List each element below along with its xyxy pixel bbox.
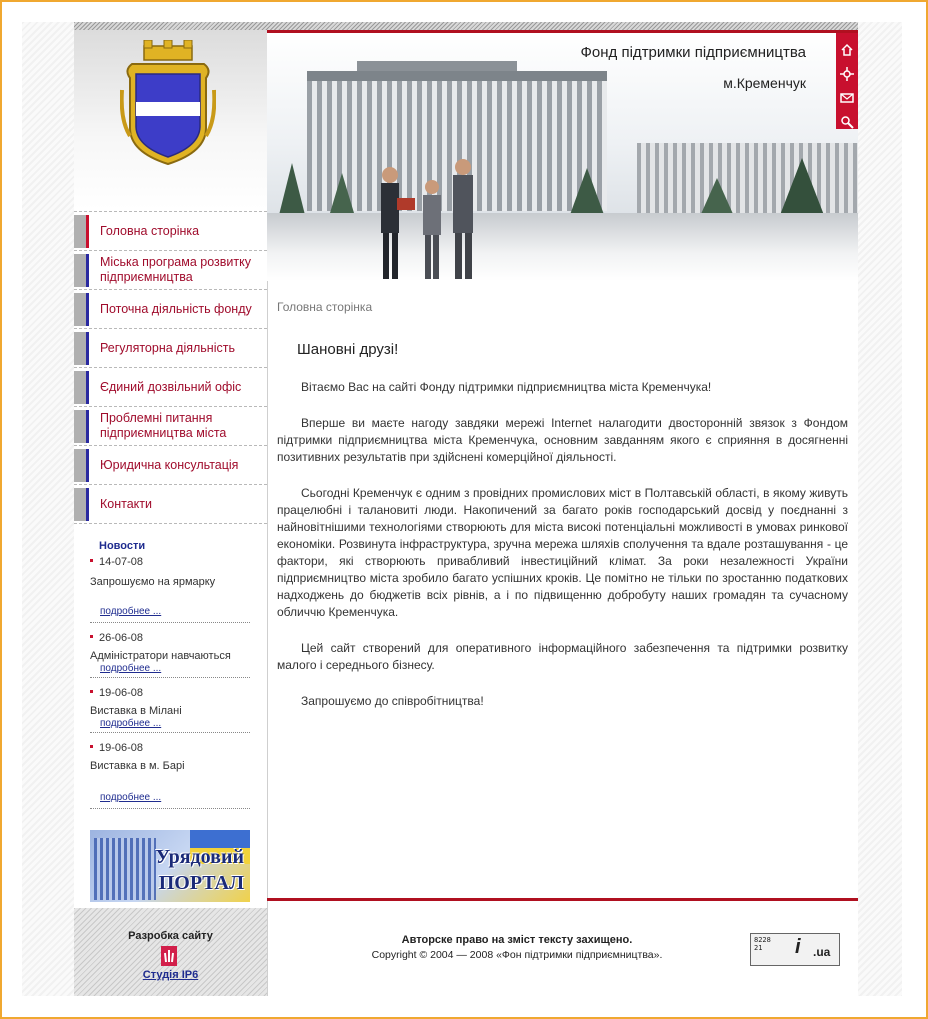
nav-item-contacts[interactable] — [74, 484, 267, 523]
main-navigation — [74, 211, 267, 525]
news-text: Запрошуємо на ярмарку — [90, 576, 216, 588]
nav-marker-bar — [86, 293, 89, 326]
developer-link[interactable]: Студія IP6 — [142, 969, 199, 981]
nav-item-label: Міська програма розвитку підприємництва — [100, 255, 251, 284]
nav-marker — [74, 332, 86, 365]
government-portal-banner[interactable] — [90, 830, 250, 902]
nav-item-permit-office[interactable] — [74, 367, 267, 406]
nav-divider — [74, 523, 267, 525]
portal-title-line2: ПОРТАЛ — [158, 872, 244, 894]
news-divider — [90, 808, 250, 809]
counter-line2: 21 — [754, 944, 763, 952]
site-city: м.Кременчук — [723, 75, 806, 91]
city-coat-of-arms-logo[interactable] — [120, 40, 216, 165]
nav-item-label: Проблемні питання підприємництва міста — [100, 411, 227, 440]
content-paragraph: Вітаємо Вас на сайті Фонду підтримки підприємництва міста Кременчука! — [301, 380, 712, 394]
counter-numbers — [754, 936, 771, 952]
news-date-text: 26-06-08 — [99, 632, 144, 644]
nav-item-problems[interactable] — [74, 406, 267, 445]
nav-item-label: Поточна діяльність фонду — [100, 301, 252, 316]
news-date — [90, 742, 143, 754]
nav-marker — [74, 449, 86, 482]
content-paragraph: Сьогодні Кременчук є одним з провідних промислових міст в Полтавській області, в якому живуть працелюбні і талановиті люди. Накопичений за багато років господарський досвід у поєднанні з найновітнішими технологіями створюють для міста високі потенціальні можливості в умовах ринкової економіки. Розвинута інфраструктура, зручна мережа шляхів сполучення та вдале розташування - це фактори, які створюють привабливий інвестиційний клімат. За роки незалежності України підприємництво міста зробило багато успішних кроків. Це помітно не тільки по зростанню податкових надходжень до бюджетів всіх рівнів, а і по підвищенню добробуту наших громадян та сучасному обличчю Кременчука. — [277, 486, 848, 619]
nav-item-label: Головна сторінка — [100, 223, 200, 238]
nav-item-current-activity[interactable] — [74, 289, 267, 328]
nav-marker-bar — [86, 332, 89, 365]
sitemap-icon[interactable] — [840, 67, 854, 81]
news-text: Виставка в Мілані — [90, 705, 182, 717]
nav-item-city-program[interactable] — [74, 250, 267, 289]
news-date-text: 14-07-08 — [99, 556, 144, 568]
page — [74, 22, 858, 996]
copyright-text: Copyright © 2004 — 2008 «Фон підтримки підприємництва». — [371, 949, 663, 961]
nav-item-label: Юридична консультація — [100, 457, 239, 472]
copyright-notice: Авторске право на зміст тексту захищено. — [401, 934, 633, 946]
nav-marker-bar — [86, 371, 89, 404]
news-text: Адміністратори навчаються — [90, 650, 231, 662]
news-date-text: 19-06-08 — [99, 742, 144, 754]
greeting-heading: Шановні друзі! — [297, 341, 399, 358]
site-title: Фонд підтримки підприємництва — [580, 44, 806, 61]
nav-marker — [74, 215, 86, 248]
nav-marker-bar — [86, 449, 89, 482]
developer-title: Разробка сайту — [128, 930, 213, 942]
nav-item-regulatory[interactable] — [74, 328, 267, 367]
portal-building-image — [94, 838, 156, 900]
nav-item-label: Регуляторна діяльність — [100, 340, 235, 355]
footer — [267, 901, 858, 996]
hand-icon — [160, 945, 178, 967]
mail-icon[interactable] — [840, 91, 854, 105]
counter-line1: 8228 — [754, 936, 771, 944]
content-paragraph: Запрошуємо до співробітництва! — [301, 694, 484, 708]
news-date — [90, 556, 143, 568]
businessmen-image — [367, 153, 507, 281]
news-more-link[interactable]: подробнее ... — [100, 606, 162, 617]
news-heading: Новости — [99, 540, 146, 552]
home-icon[interactable] — [840, 43, 854, 57]
news-more-link[interactable]: подробнее ... — [100, 792, 162, 803]
nav-marker-bar — [86, 488, 89, 521]
header-ground — [267, 213, 858, 281]
header-banner — [267, 30, 858, 281]
counter-domain: .ua — [813, 945, 831, 959]
search-icon[interactable] — [840, 115, 854, 129]
left-column — [74, 30, 268, 996]
news-divider — [90, 677, 250, 678]
breadcrumb: Головна сторінка — [277, 300, 373, 314]
visitor-counter[interactable] — [750, 933, 840, 966]
portal-title-line1: Урядовий — [155, 846, 244, 868]
main-content — [267, 278, 858, 898]
news-date — [90, 687, 143, 699]
nav-item-label: Єдиний дозвільний офіс — [100, 379, 242, 394]
nav-marker — [74, 293, 86, 326]
top-strip — [74, 22, 858, 30]
nav-marker — [74, 371, 86, 404]
nav-marker — [74, 488, 86, 521]
nav-item-home[interactable] — [74, 211, 267, 250]
news-date-text: 19-06-08 — [99, 687, 144, 699]
developer-block — [74, 908, 267, 996]
content-paragraph: Вперше ви маєте нагоду завдяки мережі Internet налагодити двосторонній звязок з Фондом підтримки підприємництва міста Кременчука, основним завданням якого є сприяння в досягненні позитивних результатів при здійснені комерційної діяльності. — [277, 416, 848, 464]
news-date — [90, 632, 143, 644]
nav-marker — [74, 410, 86, 443]
counter-logo: i — [795, 936, 801, 958]
news-divider — [90, 622, 250, 623]
news-divider — [90, 732, 250, 733]
nav-marker — [74, 254, 86, 287]
quick-links — [836, 33, 858, 129]
content-paragraph: Цей сайт створений для оперативного інформаційного забезпечення та підтримки розвитку малого і середнього бізнесу. — [277, 641, 848, 672]
nav-item-legal[interactable] — [74, 445, 267, 484]
nav-marker-bar — [86, 215, 89, 248]
news-more-link[interactable]: подробнее ... — [100, 718, 162, 729]
nav-marker-bar — [86, 254, 89, 287]
news-text: Виставка в м. Барі — [90, 760, 185, 772]
nav-marker-bar — [86, 410, 89, 443]
logo-area — [74, 30, 267, 210]
news-more-link[interactable]: подробнее ... — [100, 663, 162, 674]
nav-item-label: Контакти — [100, 496, 152, 511]
